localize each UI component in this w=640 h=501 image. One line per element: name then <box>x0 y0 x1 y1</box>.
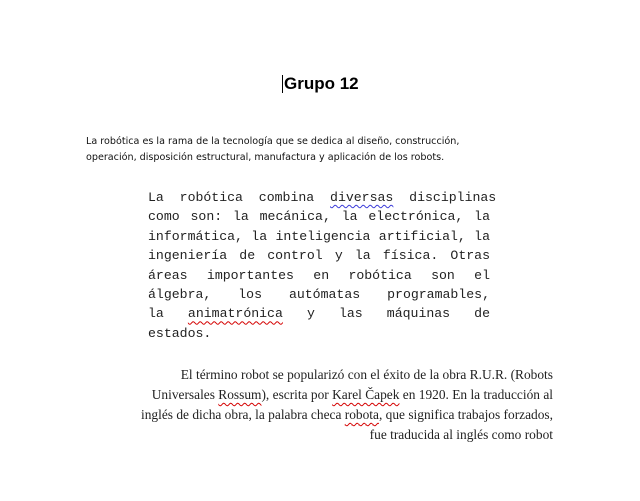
misspelled-word[interactable]: robota <box>344 407 379 422</box>
misspelled-word[interactable]: animatrónica <box>187 306 283 322</box>
misspelled-word[interactable]: Karel Čapek <box>332 387 400 402</box>
paragraph-line <box>148 304 490 323</box>
paragraph-disciplines[interactable] <box>148 188 497 343</box>
line-text: disciplinas <box>393 190 497 205</box>
misspelled-word[interactable]: Rossum <box>218 387 262 402</box>
line-text: y las máquinas de <box>282 306 491 322</box>
paragraph-line: fue traducida al inglés como robot <box>369 427 553 442</box>
line-text: La robótica combina <box>148 190 331 205</box>
paragraph-history[interactable] <box>96 365 553 445</box>
line-text: la <box>148 306 188 322</box>
text-cursor <box>282 75 283 93</box>
paragraph-line: informática, la inteligencia artificial, la <box>148 228 490 244</box>
line-text: , que significa trabajos forzados, <box>378 407 553 422</box>
paragraph-line: áreas importantes en robótica son el <box>148 267 490 283</box>
line-text: en 1920. En la traducción al <box>399 387 553 402</box>
paragraph-line: La robótica es la rama de la tecnología que se dedica al diseño, construcción, <box>86 136 460 147</box>
line-text: ), escrita por <box>261 387 333 402</box>
paragraph-line: El término robot se popularizó con el éxito de la obra R.U.R. (Robots <box>180 367 553 382</box>
paragraph-line: álgebra, los autómatas programables, <box>148 286 490 302</box>
paragraph-line <box>96 405 553 425</box>
paragraph-line: estados. <box>148 325 212 341</box>
paragraph-line: ingeniería de control y la física. Otras <box>148 248 490 264</box>
document-title[interactable]: Grupo 12 <box>284 74 359 93</box>
line-text: inglés de dicha obra, la palabra checa <box>141 407 345 422</box>
paragraph-line: operación, disposición estructural, manufactura y aplicación de los robots. <box>86 152 445 163</box>
line-text: Universales <box>151 387 219 402</box>
paragraph-line <box>148 188 497 207</box>
paragraph-definition[interactable] <box>86 134 506 166</box>
grammar-flagged-word[interactable]: diversas <box>330 190 394 205</box>
paragraph-line <box>96 385 553 405</box>
paragraph-line: como son: la mecánica, la electrónica, la <box>148 209 490 225</box>
